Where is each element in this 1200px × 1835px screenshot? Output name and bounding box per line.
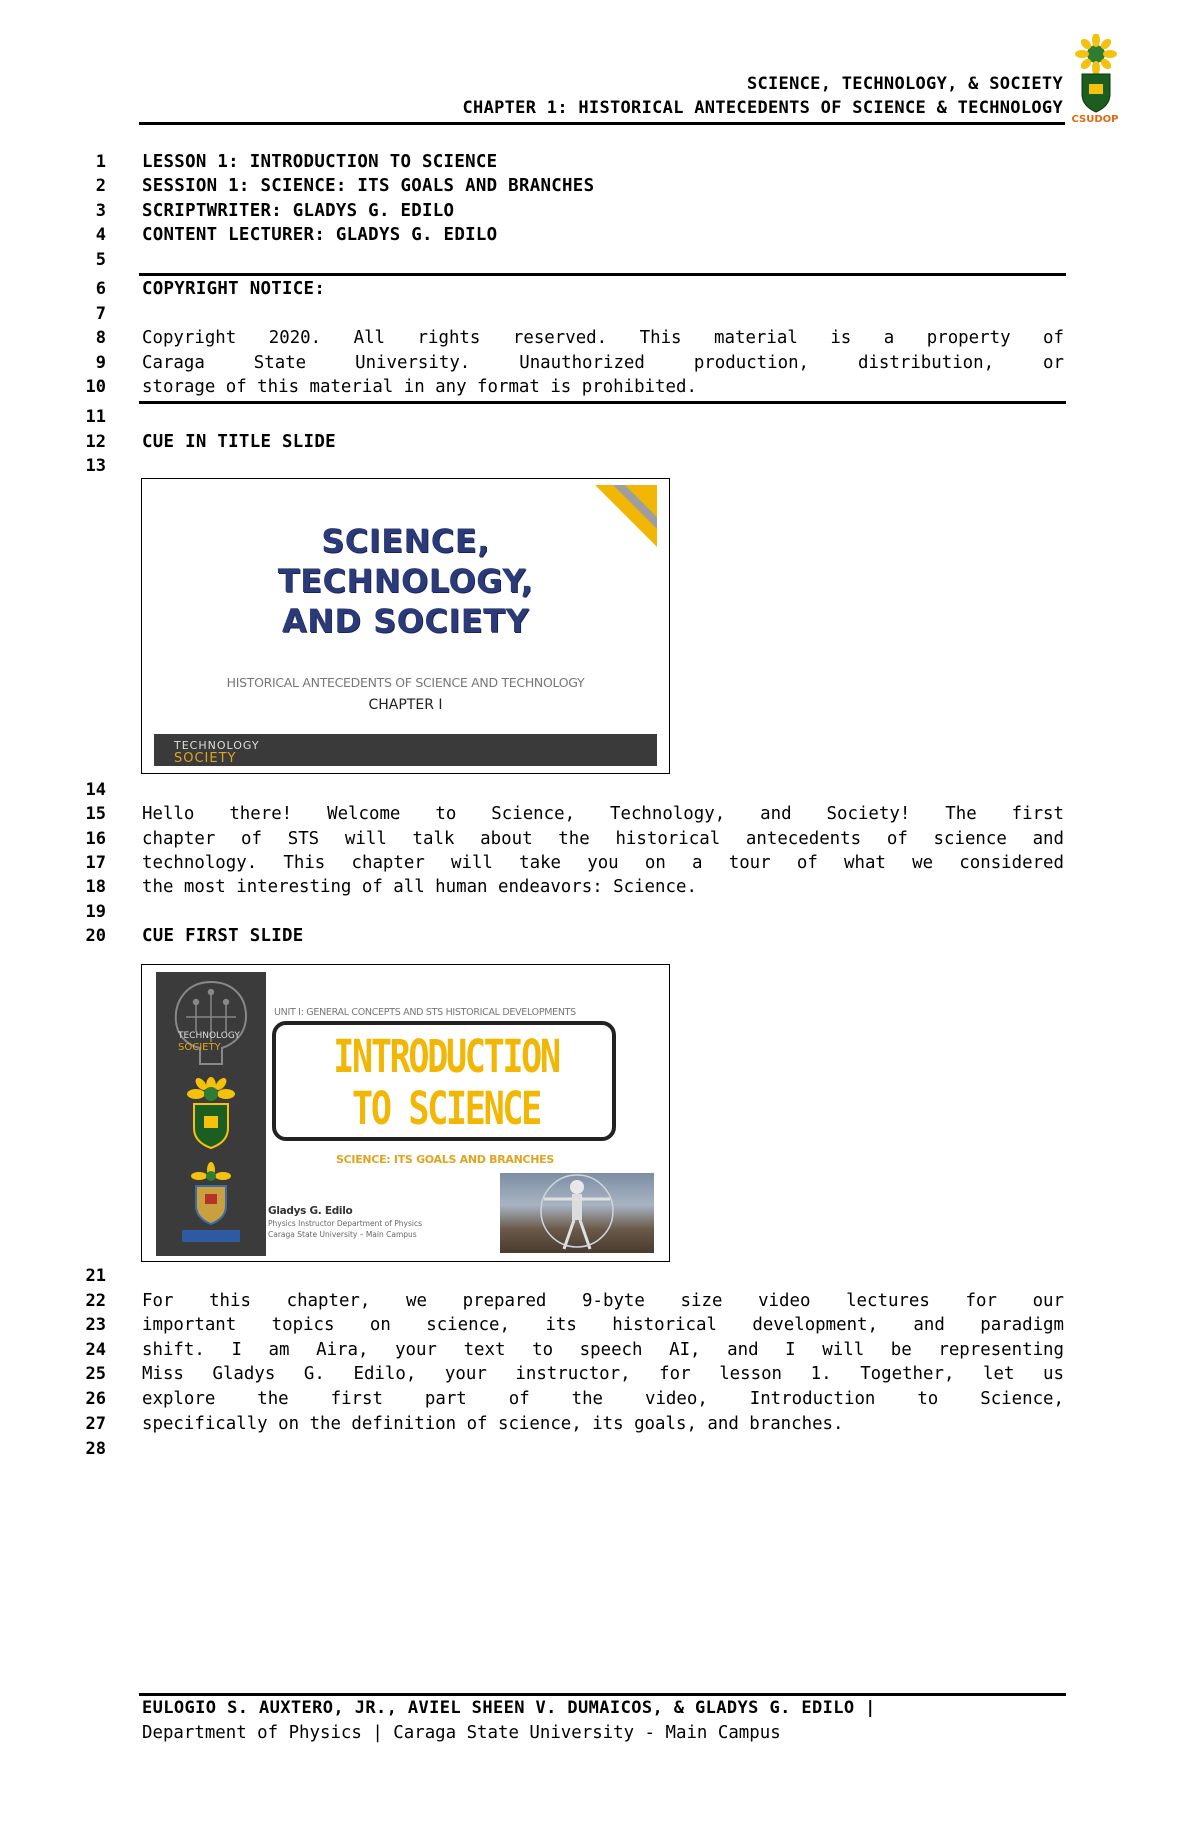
sidebar-brand-tech: TECHNOLOGY — [178, 1031, 240, 1041]
line-number: 24 — [85, 1340, 106, 1360]
slide1-title-line: SCIENCE, — [321, 522, 490, 560]
university-logo — [1062, 34, 1128, 128]
line-number: 22 — [85, 1291, 106, 1311]
sidebar-brand-soc: SOCIETY — [178, 1042, 221, 1053]
line-number: 13 — [85, 456, 106, 476]
line-number: 10 — [85, 377, 106, 397]
line-number: 20 — [85, 926, 106, 946]
copyright-text: Copyright 2020. All rights reserved. This material is a property of — [142, 328, 1064, 348]
line-number: 11 — [85, 407, 106, 427]
cue-title-slide: CUE IN TITLE SLIDE — [142, 432, 336, 452]
robot-figure-icon — [500, 1173, 654, 1253]
slide2-title-line: TO SCIENCE — [352, 1082, 540, 1135]
slide2-sidebar — [156, 972, 266, 1256]
narration-text: Hello there! Welcome to Science, Technology, and Society! The first — [142, 804, 1064, 824]
slide1-subtitle: HISTORICAL ANTECEDENTS OF SCIENCE AND TECHNOLOGY — [226, 675, 585, 690]
line-number: 2 — [95, 176, 106, 196]
logo-text: CSUDOP — [1071, 114, 1119, 125]
circuit-head-icon — [156, 972, 266, 1072]
slide2-author-name: Gladys G. Edilo — [268, 1205, 353, 1217]
title-slide-image — [141, 478, 670, 774]
line-number: 3 — [95, 201, 106, 221]
slide1-title — [142, 521, 669, 641]
line-number: 19 — [85, 902, 106, 922]
slide1-chapter: CHAPTER I — [368, 697, 443, 713]
narration-text: For this chapter, we prepared 9-byte size video lectures for our — [142, 1291, 1064, 1311]
slide2-author-role: Physics Instructor Department of Physics — [268, 1219, 423, 1228]
header-course-title: SCIENCE, TECHNOLOGY, & SOCIETY — [746, 74, 1063, 94]
scriptwriter: SCRIPTWRITER: GLADYS G. EDILO — [142, 201, 455, 221]
line-number: 9 — [95, 353, 106, 373]
line-number: 18 — [85, 877, 106, 897]
slide2-title-line: INTRODUCTION — [333, 1030, 559, 1083]
content-lecturer: CONTENT LECTURER: GLADYS G. EDILO — [142, 225, 498, 245]
line-number: 27 — [85, 1414, 106, 1434]
line-number: 7 — [95, 304, 106, 324]
copyright-text: Caraga State University. Unauthorized production, distribution, or — [142, 353, 1064, 373]
copyright-heading: COPYRIGHT NOTICE: — [142, 279, 326, 299]
college-seal-icon — [156, 1160, 266, 1256]
session-title: SESSION 1: SCIENCE: ITS GOALS AND BRANCHES — [142, 176, 595, 196]
section-divider — [139, 273, 1066, 276]
slide1-title-line: AND SOCIETY — [281, 602, 530, 640]
slide1-title-line: TECHNOLOGY, — [277, 562, 534, 600]
narration-text: explore the first part of the video, Introduction to Science, — [142, 1389, 1064, 1409]
narration-text: important topics on science, its historical development, and paradigm — [142, 1315, 1064, 1335]
line-number: 28 — [85, 1439, 106, 1459]
cue-first-slide: CUE FIRST SLIDE — [142, 926, 304, 946]
document-header — [137, 72, 1063, 120]
narration-text: Miss Gladys G. Edilo, your instructor, for lesson 1. Together, let us — [142, 1364, 1064, 1384]
header-chapter-title: CHAPTER 1: HISTORICAL ANTECEDENTS OF SCIENCE & TECHNOLOGY — [462, 98, 1063, 118]
line-number: 16 — [85, 829, 106, 849]
line-number: 25 — [85, 1364, 106, 1384]
slide2-author-campus: Caraga State University – Main Campus — [268, 1230, 417, 1239]
brand-society: SOCIETY — [174, 751, 237, 766]
line-number: 21 — [85, 1266, 106, 1286]
narration-text: chapter of STS will talk about the historical antecedents of science and — [142, 829, 1064, 849]
section-divider — [139, 401, 1066, 404]
line-number: 14 — [85, 780, 106, 800]
line-number: 1 — [95, 152, 106, 172]
narration-text: the most interesting of all human endeavors: Science. — [142, 877, 697, 897]
line-number: 5 — [95, 250, 106, 270]
line-number: 8 — [95, 328, 106, 348]
narration-text: shift. I am Aira, your text to speech AI, and I will be representing — [142, 1340, 1064, 1360]
line-number: 15 — [85, 804, 106, 824]
line-number: 4 — [95, 225, 106, 245]
slide2-unit-label: UNIT I: GENERAL CONCEPTS AND STS HISTORICAL DEVELOPMENTS — [274, 1007, 576, 1018]
sunflower-icon — [1075, 34, 1117, 75]
footer-department: Department of Physics | Caraga State University - Main Campus — [142, 1723, 781, 1743]
brand-technology: TECHNOLOGY — [174, 739, 260, 752]
first-slide-image — [141, 964, 670, 1262]
copyright-text: storage of this material in any format is prohibited. — [142, 377, 697, 397]
line-number: 17 — [85, 853, 106, 873]
header-divider — [139, 122, 1065, 125]
narration-text: specifically on the definition of science, its goals, and branches. — [142, 1414, 844, 1434]
lesson-title: LESSON 1: INTRODUCTION TO SCIENCE — [142, 152, 498, 172]
line-number: 23 — [85, 1315, 106, 1335]
footer-authors: EULOGIO S. AUXTERO, JR., AVIEL SHEEN V. DUMAICOS, & GLADYS G. EDILO | — [142, 1698, 876, 1718]
line-number: 6 — [95, 279, 106, 299]
line-number: 26 — [85, 1389, 106, 1409]
sunflower-seal-icon — [156, 1076, 266, 1156]
narration-text: technology. This chapter will take you on a tour of what we considered — [142, 853, 1064, 873]
line-number: 12 — [85, 432, 106, 452]
vitruvian-robot-photo — [500, 1173, 654, 1253]
slide2-goals-subtitle: SCIENCE: ITS GOALS AND BRANCHES — [336, 1153, 554, 1166]
